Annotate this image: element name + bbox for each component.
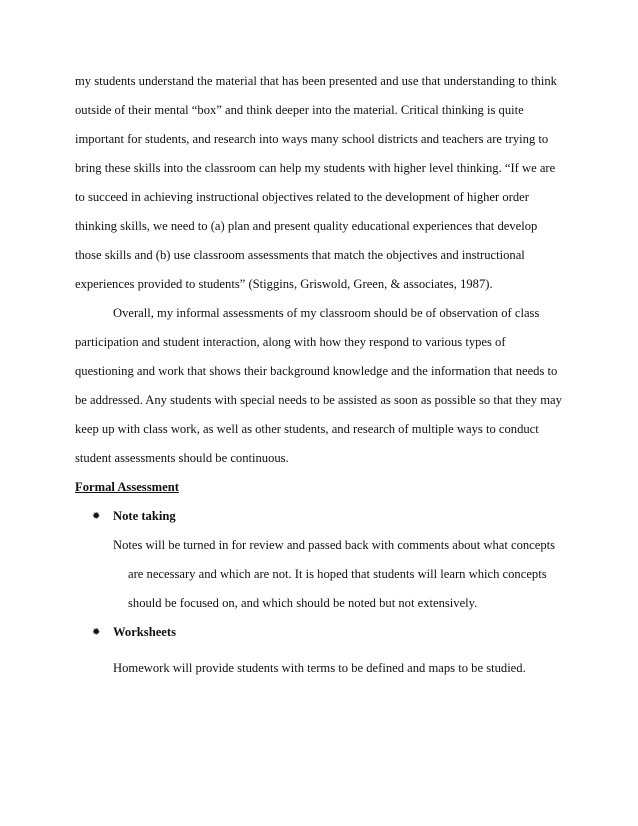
paragraph-2-line: Overall, my informal assessments of my classroom should be of observation of class	[113, 306, 540, 320]
paragraph-2-line: keep up with class work, as well as other students, and research of multiple ways to conduct	[75, 422, 539, 436]
bullet-body-line: Homework will provide students with terms to be defined and maps to be studied.	[113, 661, 526, 675]
bullet-label: Note taking	[113, 509, 176, 523]
star-bullet-icon: ✹	[92, 511, 101, 522]
bullet-body-line: Notes will be turned in for review and passed back with comments about what concepts	[113, 538, 556, 552]
paragraph-1-line: important for students, and research into ways many school districts and teachers are trying to	[75, 132, 549, 146]
bullet-label: Worksheets	[113, 625, 176, 639]
bullet-item	[92, 508, 176, 525]
bullet-body-line: are necessary and which are not. It is hoped that students will learn which concepts	[128, 567, 547, 581]
paragraph-1-line: experiences provided to students” (Stiggins, Griswold, Green, & associates, 1987).	[75, 277, 493, 291]
paragraph-1-line: those skills and (b) use classroom assessments that match the objectives and instructional	[75, 248, 525, 262]
paragraph-2-line: questioning and work that shows their background knowledge and the information that needs to	[75, 364, 558, 378]
star-bullet-icon: ✹	[92, 627, 101, 638]
paragraph-2-line: participation and student interaction, along with how they respond to various types of	[75, 335, 506, 349]
paragraph-2-line: be addressed. Any students with special needs to be assisted as soon as possible so that they may	[75, 393, 562, 407]
section-heading: Formal Assessment	[75, 480, 179, 494]
paragraph-2-line: student assessments should be continuous.	[75, 451, 289, 465]
paragraph-1-line: bring these skills into the classroom can help my students with higher level thinking. “If we are	[75, 161, 556, 175]
paragraph-1-line: thinking skills, we need to (a) plan and present quality educational experiences that develop	[75, 219, 538, 233]
paragraph-1-line: to succeed in achieving instructional objectives related to the development of higher order	[75, 190, 529, 204]
paragraph-1-line: outside of their mental “box” and think deeper into the material. Critical thinking is quite	[75, 103, 524, 117]
bullet-item	[92, 624, 176, 641]
paragraph-1-line: my students understand the material that has been presented and use that understanding to think	[75, 74, 557, 88]
bullet-body-line: should be focused on, and which should be noted but not extensively.	[128, 596, 478, 610]
